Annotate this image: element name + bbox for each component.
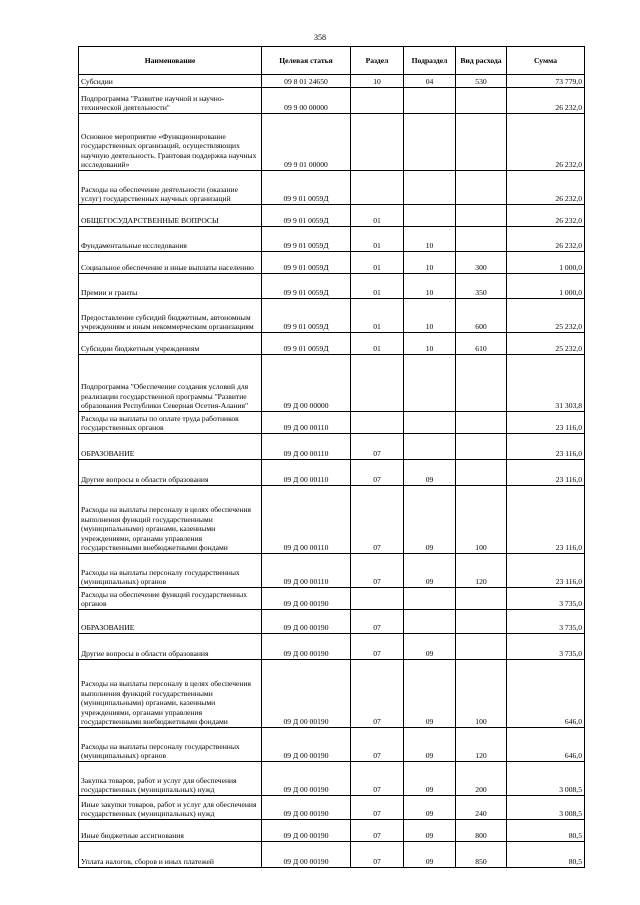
row-section: 01 <box>351 274 404 299</box>
row-section: 01 <box>351 227 404 252</box>
table-row <box>79 728 585 762</box>
row-subsection: 09 <box>404 728 456 762</box>
row-name: Субсидии <box>79 75 262 88</box>
row-subsection: 09 <box>404 660 456 728</box>
row-expense-type: 100 <box>456 486 507 554</box>
row-subsection: 09 <box>404 820 456 842</box>
budget-table <box>78 46 585 868</box>
row-expense-type <box>456 460 507 486</box>
row-target-article: 09 Д 00 00110 <box>262 486 351 554</box>
row-amount: 23 116,0 <box>507 554 585 588</box>
row-subsection: 10 <box>404 227 456 252</box>
row-name: Расходы на выплаты персоналу государственных (муниципальных) органов <box>79 728 262 762</box>
row-expense-type <box>456 171 507 205</box>
row-name: ОБРАЗОВАНИЕ <box>79 434 262 460</box>
row-section: 07 <box>351 460 404 486</box>
row-section: 01 <box>351 299 404 333</box>
row-amount: 73 779,0 <box>507 75 585 88</box>
header-name: Наименование <box>79 47 262 75</box>
table-row <box>79 588 585 610</box>
row-subsection <box>404 412 456 434</box>
row-amount: 1 000,0 <box>507 274 585 299</box>
table-row <box>79 88 585 114</box>
row-amount: 26 232,0 <box>507 114 585 171</box>
row-target-article: 09 9 01 0059Д <box>262 299 351 333</box>
row-section: 01 <box>351 205 404 227</box>
row-section: 07 <box>351 554 404 588</box>
table-row <box>79 842 585 868</box>
table-row <box>79 820 585 842</box>
row-target-article: 09 Д 00 00190 <box>262 610 351 634</box>
row-section <box>351 588 404 610</box>
row-name: Субсидии бюджетным учреждениям <box>79 333 262 355</box>
row-name: Уплата налогов, сборов и иных платежей <box>79 842 262 868</box>
table-row <box>79 114 585 171</box>
row-name: Подпрограмма "Обеспечение создания условий для реализации государственной программы "Развитие образования Республики Северная Осетия-Алания" <box>79 355 262 412</box>
row-target-article: 09 Д 00 00110 <box>262 554 351 588</box>
row-expense-type: 120 <box>456 554 507 588</box>
row-name: ОБРАЗОВАНИЕ <box>79 610 262 634</box>
row-amount: 80,5 <box>507 842 585 868</box>
row-amount: 23 116,0 <box>507 460 585 486</box>
table-row <box>79 610 585 634</box>
row-subsection <box>404 205 456 227</box>
row-subsection <box>404 588 456 610</box>
row-section: 01 <box>351 252 404 274</box>
row-section <box>351 114 404 171</box>
row-target-article: 09 Д 00 00190 <box>262 728 351 762</box>
row-name: Иные бюджетные ассигнования <box>79 820 262 842</box>
row-amount: 3 735,0 <box>507 610 585 634</box>
row-expense-type <box>456 205 507 227</box>
row-name: Закупка товаров, работ и услуг для обеспечения государственных (муниципальных) нужд <box>79 762 262 796</box>
row-amount: 23 116,0 <box>507 412 585 434</box>
row-subsection: 09 <box>404 554 456 588</box>
row-name: Расходы на выплаты персоналу государственных (муниципальных) органов <box>79 554 262 588</box>
row-expense-type: 610 <box>456 333 507 355</box>
row-name: Расходы на выплаты персоналу в целях обеспечения выполнения функций государственными (муниципальными) органами, казенными учреждениями, органами управления государственными внебюджетными фондами <box>79 486 262 554</box>
row-expense-type: 200 <box>456 762 507 796</box>
row-subsection <box>404 114 456 171</box>
row-expense-type: 800 <box>456 820 507 842</box>
row-amount: 31 303,8 <box>507 355 585 412</box>
row-name: Расходы на обеспечение деятельности (оказание услуг) государственных научных организаций <box>79 171 262 205</box>
table-row <box>79 460 585 486</box>
row-name: Фундаментальные исследования <box>79 227 262 252</box>
row-amount: 25 232,0 <box>507 299 585 333</box>
row-expense-type <box>456 227 507 252</box>
row-subsection <box>404 171 456 205</box>
row-target-article: 09 Д 00 00190 <box>262 796 351 820</box>
table-row <box>79 355 585 412</box>
row-target-article: 09 9 01 0059Д <box>262 205 351 227</box>
row-subsection: 09 <box>404 634 456 660</box>
row-target-article: 09 9 01 00000 <box>262 114 351 171</box>
row-target-article: 09 Д 00 00190 <box>262 762 351 796</box>
row-subsection: 09 <box>404 486 456 554</box>
row-target-article: 09 9 00 00000 <box>262 88 351 114</box>
table-row <box>79 796 585 820</box>
table-row <box>79 554 585 588</box>
row-amount: 3 735,0 <box>507 588 585 610</box>
table-row <box>79 412 585 434</box>
row-section <box>351 355 404 412</box>
row-target-article: 09 9 01 0059Д <box>262 171 351 205</box>
row-expense-type <box>456 610 507 634</box>
table-row <box>79 299 585 333</box>
row-subsection: 10 <box>404 299 456 333</box>
row-section: 07 <box>351 728 404 762</box>
row-expense-type <box>456 355 507 412</box>
row-target-article: 09 Д 00 00190 <box>262 660 351 728</box>
row-expense-type: 530 <box>456 75 507 88</box>
header-target-article: Целевая статья <box>262 47 351 75</box>
header-expense-type: Вид расхода <box>456 47 507 75</box>
table-header-row <box>79 47 585 75</box>
row-name: Предоставление субсидий бюджетным, автономным учреждениям и иным некоммерческим организациям <box>79 299 262 333</box>
row-name: Расходы на выплаты персоналу в целях обеспечения выполнения функций государственными (муниципальными) органами, казенными учреждениями, органами управления государственными внебюджетными фондами <box>79 660 262 728</box>
row-amount: 23 116,0 <box>507 486 585 554</box>
row-name: Другие вопросы в области образования <box>79 460 262 486</box>
row-section: 01 <box>351 333 404 355</box>
row-subsection <box>404 355 456 412</box>
row-amount: 3 735,0 <box>507 634 585 660</box>
row-name: Иные закупки товаров, работ и услуг для обеспечения государственных (муниципальных) нужд <box>79 796 262 820</box>
row-section: 07 <box>351 634 404 660</box>
row-section: 07 <box>351 486 404 554</box>
row-expense-type <box>456 434 507 460</box>
table-row <box>79 252 585 274</box>
row-target-article: 09 Д 00 00110 <box>262 460 351 486</box>
row-amount: 646,0 <box>507 660 585 728</box>
row-subsection: 04 <box>404 75 456 88</box>
row-amount: 23 116,0 <box>507 434 585 460</box>
header-subsection: Подраздел <box>404 47 456 75</box>
row-expense-type: 100 <box>456 660 507 728</box>
row-expense-type <box>456 634 507 660</box>
row-expense-type: 600 <box>456 299 507 333</box>
row-amount: 1 000,0 <box>507 252 585 274</box>
table-row <box>79 227 585 252</box>
row-expense-type <box>456 412 507 434</box>
row-subsection <box>404 610 456 634</box>
row-name: Премии и гранты <box>79 274 262 299</box>
row-subsection: 09 <box>404 842 456 868</box>
row-subsection: 10 <box>404 252 456 274</box>
row-target-article: 09 9 01 0059Д <box>262 333 351 355</box>
row-subsection: 10 <box>404 333 456 355</box>
table-row <box>79 660 585 728</box>
row-section <box>351 412 404 434</box>
table-row <box>79 75 585 88</box>
row-section: 07 <box>351 660 404 728</box>
header-section: Раздел <box>351 47 404 75</box>
row-target-article: 09 9 01 0059Д <box>262 274 351 299</box>
row-expense-type: 350 <box>456 274 507 299</box>
row-amount: 25 232,0 <box>507 333 585 355</box>
table-row <box>79 634 585 660</box>
row-expense-type <box>456 588 507 610</box>
row-subsection: 10 <box>404 274 456 299</box>
row-subsection <box>404 88 456 114</box>
table-row <box>79 486 585 554</box>
row-amount: 26 232,0 <box>507 88 585 114</box>
row-subsection <box>404 434 456 460</box>
row-subsection: 09 <box>404 762 456 796</box>
table-row <box>79 274 585 299</box>
row-name: Подпрограмма "Развитие научной и научно-технической деятельности" <box>79 88 262 114</box>
row-section: 07 <box>351 434 404 460</box>
table-row <box>79 205 585 227</box>
table-row <box>79 171 585 205</box>
row-name: Другие вопросы в области образования <box>79 634 262 660</box>
table-row <box>79 434 585 460</box>
row-amount: 3 008,5 <box>507 796 585 820</box>
row-section <box>351 171 404 205</box>
row-target-article: 09 9 01 0059Д <box>262 252 351 274</box>
row-amount: 80,5 <box>507 820 585 842</box>
row-expense-type <box>456 114 507 171</box>
row-subsection: 09 <box>404 796 456 820</box>
row-expense-type: 240 <box>456 796 507 820</box>
row-expense-type: 120 <box>456 728 507 762</box>
table-row <box>79 333 585 355</box>
table-row <box>79 762 585 796</box>
row-name: Расходы на обеспечение функций государственных органов <box>79 588 262 610</box>
row-name: Основное мероприятие «Функционирование государственных организаций, осуществляющих научную деятельность. Грантовая поддержка научных исследований» <box>79 114 262 171</box>
row-target-article: 09 8 01 24650 <box>262 75 351 88</box>
row-expense-type: 300 <box>456 252 507 274</box>
row-target-article: 09 Д 00 00000 <box>262 355 351 412</box>
row-expense-type <box>456 88 507 114</box>
row-section: 07 <box>351 842 404 868</box>
row-section: 10 <box>351 75 404 88</box>
header-amount: Сумма <box>507 47 585 75</box>
row-section: 07 <box>351 762 404 796</box>
row-target-article: 09 Д 00 00190 <box>262 820 351 842</box>
page-number: 358 <box>314 33 326 42</box>
row-target-article: 09 Д 00 00110 <box>262 412 351 434</box>
row-target-article: 09 Д 00 00190 <box>262 842 351 868</box>
row-section <box>351 88 404 114</box>
row-amount: 26 232,0 <box>507 227 585 252</box>
row-name: Социальное обеспечение и иные выплаты населению <box>79 252 262 274</box>
row-amount: 26 232,0 <box>507 171 585 205</box>
row-section: 07 <box>351 820 404 842</box>
row-amount: 26 232,0 <box>507 205 585 227</box>
row-expense-type: 850 <box>456 842 507 868</box>
row-name: ОБЩЕГОСУДАРСТВЕННЫЕ ВОПРОСЫ <box>79 205 262 227</box>
row-amount: 3 008,5 <box>507 762 585 796</box>
row-target-article: 09 9 01 0059Д <box>262 227 351 252</box>
row-section: 07 <box>351 796 404 820</box>
row-section: 07 <box>351 610 404 634</box>
row-name: Расходы на выплаты по оплате труда работников государственных органов <box>79 412 262 434</box>
row-amount: 646,0 <box>507 728 585 762</box>
row-subsection: 09 <box>404 460 456 486</box>
row-target-article: 09 Д 00 00190 <box>262 634 351 660</box>
row-target-article: 09 Д 00 00190 <box>262 588 351 610</box>
row-target-article: 09 Д 00 00110 <box>262 434 351 460</box>
